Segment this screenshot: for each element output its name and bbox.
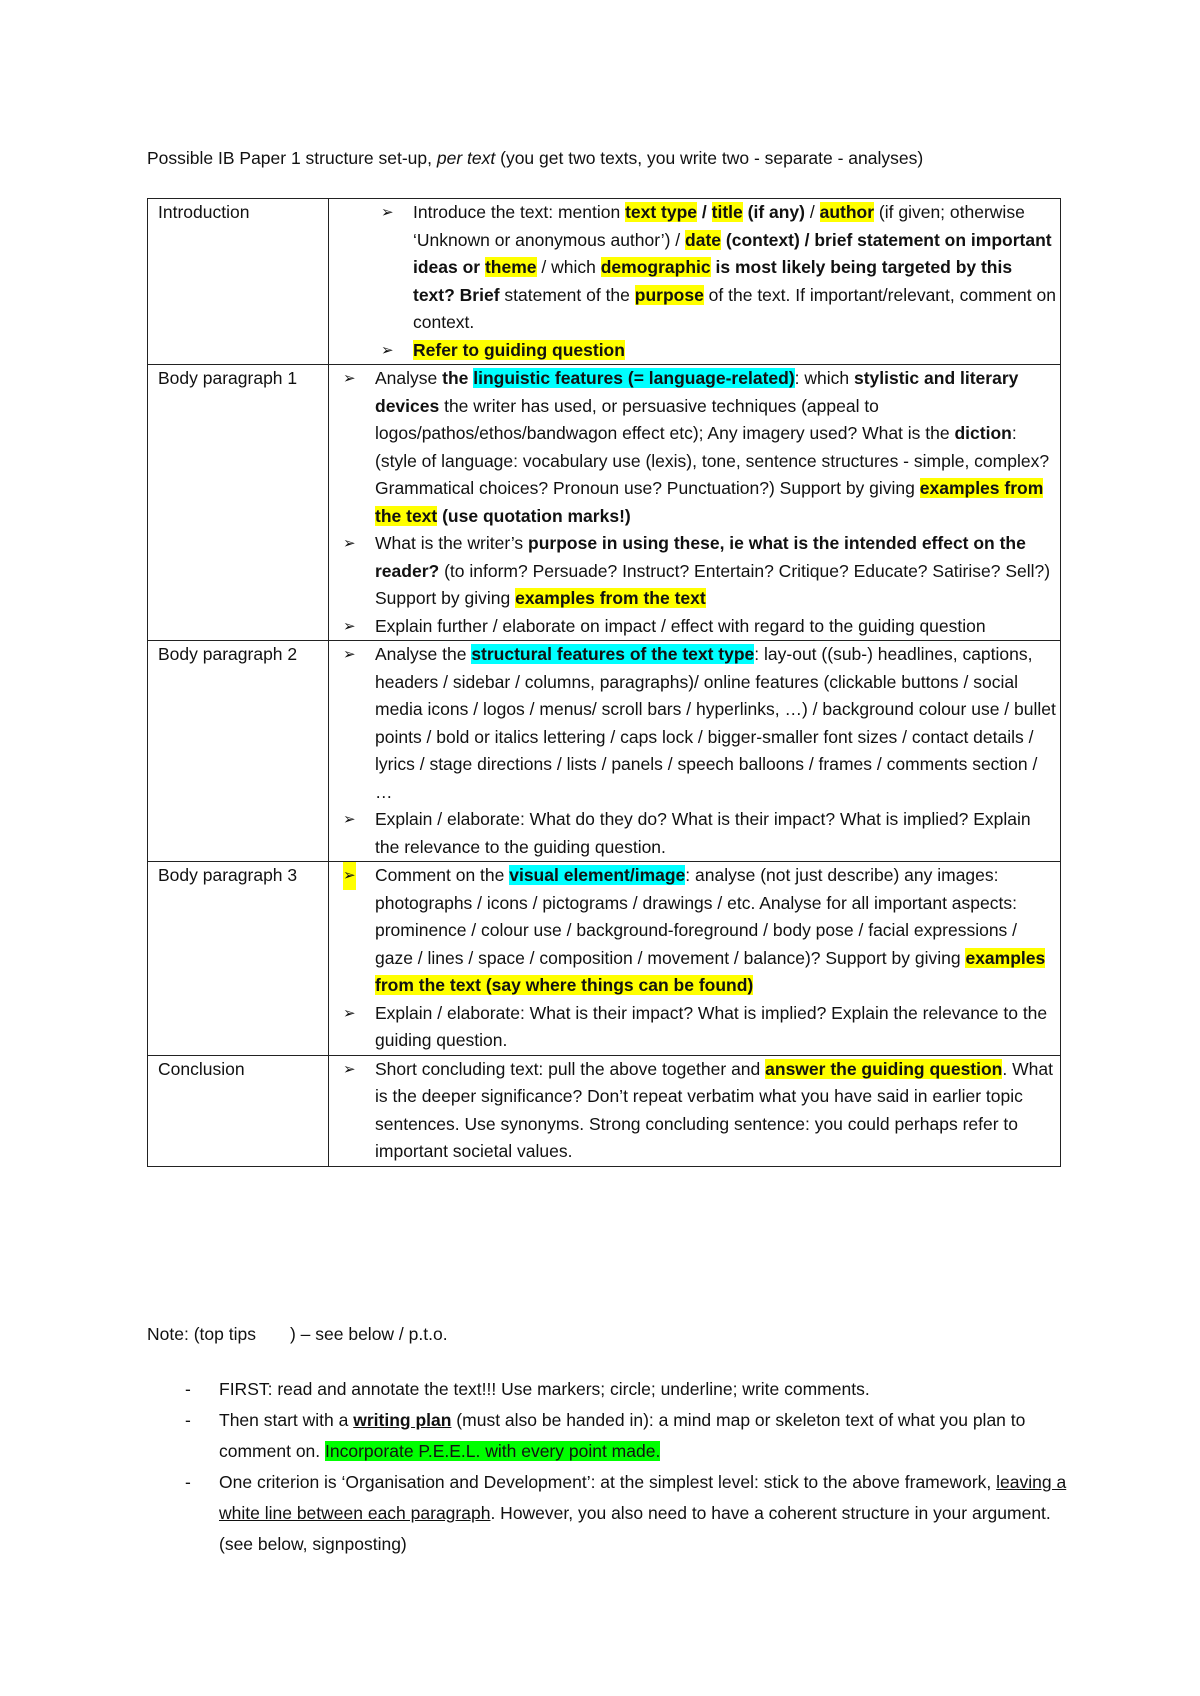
text-run: statement of the: [499, 284, 635, 305]
text-run: leaving a white line between each paragraph: [219, 1472, 1067, 1523]
text-run: . What is the deeper significance? Don’t repeat verbatim what you have said in earlier topic sentences. Use synonyms. Strong concluding sentence: you could perhaps refer to important societal values.: [375, 1058, 1053, 1161]
row-content: [329, 199, 1061, 365]
text-run: (to inform? Persuade? Instruct? Entertain? Critique? Educate? Satirise? Sell?) Support by giving: [375, 560, 1051, 608]
tips-list: [147, 1374, 1067, 1560]
text-run: (context) / brief statement on important ideas or: [413, 229, 1052, 277]
text-run: (use quotation marks!): [437, 505, 631, 526]
heading-suffix: (you get two texts, you write two - separate - analyses): [495, 148, 924, 168]
text-run: examples from the text (say where things can be found): [375, 947, 1046, 995]
table-row: [148, 365, 1061, 641]
row-label: Conclusion: [148, 1055, 329, 1166]
table-row: [148, 862, 1061, 1056]
row-label: Body paragraph 1: [148, 365, 329, 641]
text-run: Comment on the: [375, 865, 510, 885]
dash-bullet-icon: -: [185, 1410, 191, 1430]
structure-table: [147, 198, 1061, 1167]
text-run: linguistic features (= language-related): [473, 368, 795, 388]
text-run: purpose in using these, ie what is the intended effect on the reader?: [375, 533, 1026, 581]
text-run: diction: [954, 423, 1012, 443]
arrow-bullet-icon: ➢: [343, 811, 356, 828]
list-item: [339, 1000, 1056, 1055]
text-run: purpose: [634, 284, 704, 305]
text-run: title: [711, 202, 743, 222]
row-content: [329, 365, 1061, 641]
bullet-list: [377, 199, 1056, 364]
dash-bullet-icon: -: [185, 1472, 191, 1492]
text-run: is most likely being targeted by this text? Brief: [413, 257, 1013, 305]
text-run: visual element/image: [509, 865, 686, 885]
list-item: [377, 199, 1056, 337]
text-run: Explain further / elaborate on impact / effect with regard to the guiding question: [375, 615, 986, 636]
text-run: Analyse: [375, 368, 443, 388]
arrow-bullet-icon: ➢: [381, 341, 394, 359]
text-run: examples from the text: [515, 588, 706, 608]
arrow-bullet-icon: ➢: [343, 535, 356, 552]
bullet-list: [339, 862, 1056, 1055]
text-run: /: [805, 202, 820, 222]
list-item: [339, 530, 1056, 613]
bullet-list: [339, 365, 1056, 640]
list-item: [339, 806, 1056, 861]
row-label: Body paragraph 3: [148, 862, 329, 1056]
text-run: Explain / elaborate: What do they do? What is their impact? What is implied? Explain the relevance to the guiding question.: [375, 809, 1031, 857]
list-item: [339, 862, 1056, 1000]
arrow-bullet-icon: ➢: [343, 370, 356, 387]
text-run: (if given; otherwise ‘Unknown or anonymous author’) /: [413, 202, 1025, 250]
text-run: (must also be handed in): a mind map or skeleton text of what you plan to comment on.: [219, 1410, 1026, 1461]
list-item: [339, 365, 1056, 530]
text-run: of the text. If important/relevant, comment on context.: [413, 284, 1056, 332]
text-run: demographic: [600, 257, 711, 277]
arrow-bullet-icon: ➢: [343, 1060, 356, 1078]
text-run: : which: [794, 368, 854, 388]
arrow-bullet-icon: ➢: [381, 204, 394, 221]
note-line: Note: (top tips ) – see below / p.t.o.: [147, 1324, 448, 1344]
heading-prefix: Possible IB Paper 1 structure set-up,: [147, 148, 437, 168]
text-run: Analyse the: [375, 644, 472, 664]
bullet-list: [339, 1056, 1056, 1166]
row-content: [329, 1055, 1061, 1166]
page-heading: [147, 148, 923, 169]
arrow-bullet-icon: ➢: [343, 1004, 356, 1022]
text-run: Short concluding text: pull the above together and: [375, 1058, 766, 1079]
text-run: / which: [536, 257, 601, 277]
text-run: date: [685, 229, 722, 250]
text-run: writing plan: [353, 1410, 452, 1430]
arrow-bullet-icon: ➢: [343, 646, 356, 663]
text-run: What is the writer’s: [375, 533, 529, 553]
text-run: the: [442, 368, 474, 388]
text-run: Then start with a: [219, 1410, 354, 1430]
text-run: FIRST: read and annotate the text!!! Use markers; circle; underline; write comments.: [219, 1379, 870, 1399]
text-run: : analyse (not just describe) any images: photographs / icons / pictograms / drawings / etc. Analyse for all important aspects: prominence / colour use / background-foreground / body pose / facial expressions / gaze / lines / space / composition / movement / balance)? Support by giving: [375, 865, 1018, 968]
text-run: : (style of language: vocabulary use (lexis), tone, sentence structures - simple, complex? Grammatical choices? Pronoun use? Punctuation?) Support by giving: [375, 423, 1050, 498]
text-run: author: [819, 202, 875, 222]
arrow-bullet-icon: ➢: [343, 617, 356, 635]
table-row: [148, 1055, 1061, 1166]
table-row: [148, 641, 1061, 862]
text-run: : lay-out ((sub-) headlines, captions, headers / sidebar / columns, paragraphs)/ online features (clickable buttons / social media icons / logos / menus/ scroll bars / hyperlinks, …) / background colour use / bullet points / bold or italics lettering / caps lock / bigger-smaller font sizes / contact details / lyrics / stage directions / lists / panels / speech balloons / frames / comments section / …: [375, 644, 1056, 802]
arrow-bullet-icon: ➢: [343, 862, 356, 890]
list-item: [339, 641, 1056, 806]
text-run: theme: [484, 257, 537, 277]
text-run: answer the guiding question: [765, 1058, 1003, 1079]
table-row: [148, 199, 1061, 365]
text-run: the writer has used, or persuasive techniques (appeal to logos/pathos/ethos/bandwagon effect etc); Any imagery used? What is the: [375, 395, 955, 443]
row-label: Body paragraph 2: [148, 641, 329, 862]
text-run: (if any): [742, 202, 805, 222]
text-run: Introduce the text: mention: [413, 202, 626, 222]
text-run: Refer to guiding question: [413, 339, 625, 360]
text-run: Incorporate P.E.E.L. with every point made.: [325, 1441, 661, 1461]
text-run: text type: [625, 202, 698, 222]
dash-bullet-icon: -: [185, 1379, 191, 1399]
list-item: [147, 1467, 1067, 1560]
text-run: examples from the text: [375, 478, 1044, 526]
list-item: [147, 1405, 1067, 1467]
text-run: One criterion is ‘Organisation and Development’: at the simplest level: stick to the above framework,: [219, 1472, 997, 1492]
list-item: [377, 337, 1056, 365]
list-item: [147, 1374, 1067, 1405]
row-label: Introduction: [148, 199, 329, 365]
row-content: [329, 641, 1061, 862]
text-run: /: [697, 202, 712, 222]
text-run: . However, you also need to have a coherent structure in your argument. (see below, signposting): [219, 1503, 1051, 1554]
heading-italic: per text: [436, 148, 496, 168]
bullet-list: [339, 641, 1056, 861]
row-content: [329, 862, 1061, 1056]
text-run: structural features of the text type: [471, 644, 755, 664]
list-item: [339, 613, 1056, 641]
list-item: [339, 1056, 1056, 1166]
text-run: stylistic and literary devices: [375, 368, 1019, 416]
text-run: Explain / elaborate: What is their impact? What is implied? Explain the relevance to the guiding question.: [375, 1002, 1048, 1050]
